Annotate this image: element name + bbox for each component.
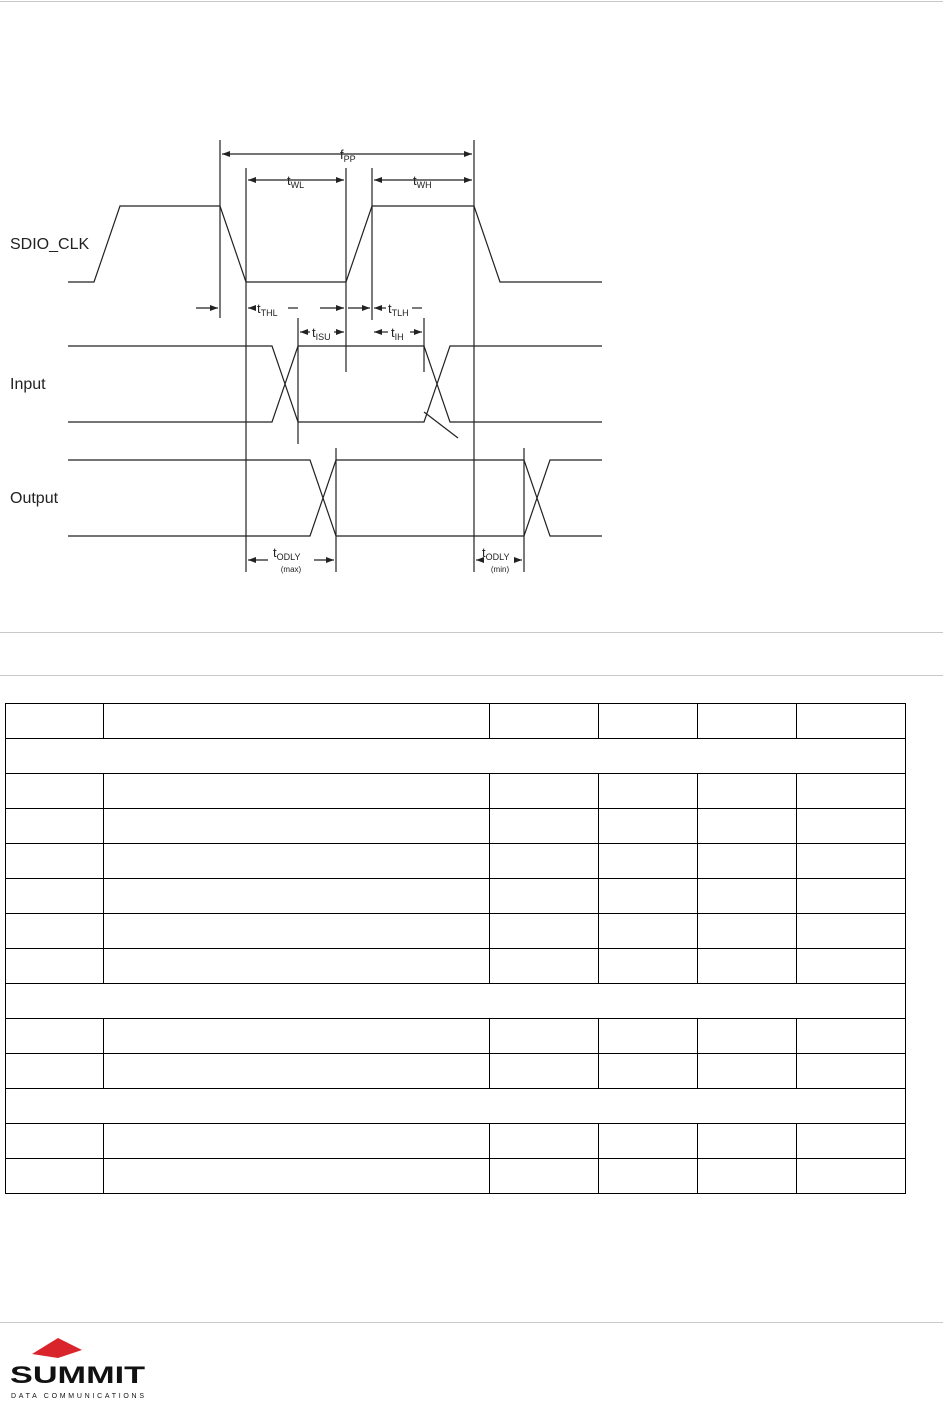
table-cell [490,1054,599,1089]
label-fpp: $f_{PP}$ [340,147,356,164]
table-cell [797,704,906,739]
table-cell [797,949,906,984]
label-tthl: $t_{THL}$ [257,301,278,318]
table-cell [6,844,104,879]
table-cell [490,844,599,879]
table-cell [490,949,599,984]
table-cell [698,774,797,809]
table-cell [599,1054,698,1089]
table-cell [6,1054,104,1089]
label-todly-min: $t_{ODLY}$ [482,545,510,562]
table-cell [797,1124,906,1159]
table-row [6,1054,906,1089]
table-cell [698,949,797,984]
table-cell [490,809,599,844]
table-cell [104,844,490,879]
table-cell [6,1019,104,1054]
table-cell [104,1159,490,1194]
table-cell [797,879,906,914]
table-cell [6,1159,104,1194]
table-row [6,1159,906,1194]
clk-waveform [68,206,602,282]
table-cell [490,1124,599,1159]
table-cell [599,844,698,879]
table-cell [104,949,490,984]
section-rule-2 [0,675,943,676]
logo-tagline: DATA COMMUNICATIONS [11,1393,145,1400]
table-row [6,949,906,984]
table-cell [797,774,906,809]
output-high-line [68,460,602,536]
table-cell [797,1054,906,1089]
table-section-cell [6,984,906,1019]
table-cell [6,914,104,949]
table-section-cell [6,739,906,774]
table-cell [490,879,599,914]
table-cell [599,879,698,914]
table-cell [698,1019,797,1054]
table-cell [104,774,490,809]
table-cell [599,809,698,844]
table-cell [6,774,104,809]
table-cell [797,1019,906,1054]
signal-label-clk: SDIO_CLK [10,236,90,253]
table-cell [698,879,797,914]
table-row [6,809,906,844]
label-twh: $t_{WH}$ [413,173,432,190]
table-cell [797,844,906,879]
table-cell [797,1159,906,1194]
table-cell [104,704,490,739]
table-row [6,879,906,914]
footer-rule [0,1322,943,1323]
timing-diagram [0,0,947,620]
table-cell [698,704,797,739]
table-cell [599,1124,698,1159]
summit-logo [10,1336,150,1400]
table-section-row [6,1089,906,1124]
table-cell [490,1019,599,1054]
table-row [6,844,906,879]
table-section-cell [6,1089,906,1124]
label-twl: $t_{WL}$ [287,173,305,190]
table-cell [490,914,599,949]
table-cell [698,1124,797,1159]
table-cell [599,704,698,739]
output-low-line [68,460,602,536]
table-cell [490,774,599,809]
table-cell [698,1054,797,1089]
table-cell [599,914,698,949]
table-cell [599,1159,698,1194]
table-row [6,704,906,739]
label-tih: $t_{IH}$ [391,325,404,342]
table-cell [6,809,104,844]
table-cell [698,844,797,879]
table-cell [104,809,490,844]
label-todly-max-note: (max) [280,565,302,574]
table-row [6,774,906,809]
table-cell [698,914,797,949]
label-tisu: $t_{ISU}$ [312,325,331,342]
table-cell [104,879,490,914]
table-cell [6,704,104,739]
table-cell [698,1159,797,1194]
table-cell [104,914,490,949]
table-cell [104,1124,490,1159]
table-cell [599,949,698,984]
table-cell [698,809,797,844]
table-row [6,1124,906,1159]
signal-label-input: Input [10,376,46,393]
table-cell [490,1159,599,1194]
signal-label-output: Output [10,490,59,507]
table-section-row [6,739,906,774]
table-section-row [6,984,906,1019]
label-todly-max: $t_{ODLY}$ [273,545,301,562]
table-cell [6,1124,104,1159]
timing-spec-table [5,703,906,1194]
table-cell [104,1054,490,1089]
section-rule-1 [0,632,943,633]
table-cell [599,1019,698,1054]
input-high-line [68,346,602,422]
label-ttlh: $t_{TLH}$ [388,301,409,318]
logo-wordmark: SUMMIT [10,1362,146,1389]
table-cell [104,1019,490,1054]
table-row [6,914,906,949]
table-cell [599,774,698,809]
table-row [6,1019,906,1054]
table-cell [6,949,104,984]
table-cell [490,704,599,739]
label-todly-min-note: (min) [490,565,510,574]
input-low-line [68,346,602,422]
table-cell [797,914,906,949]
table-cell [6,879,104,914]
table-cell [797,809,906,844]
logo-mark [32,1338,82,1358]
